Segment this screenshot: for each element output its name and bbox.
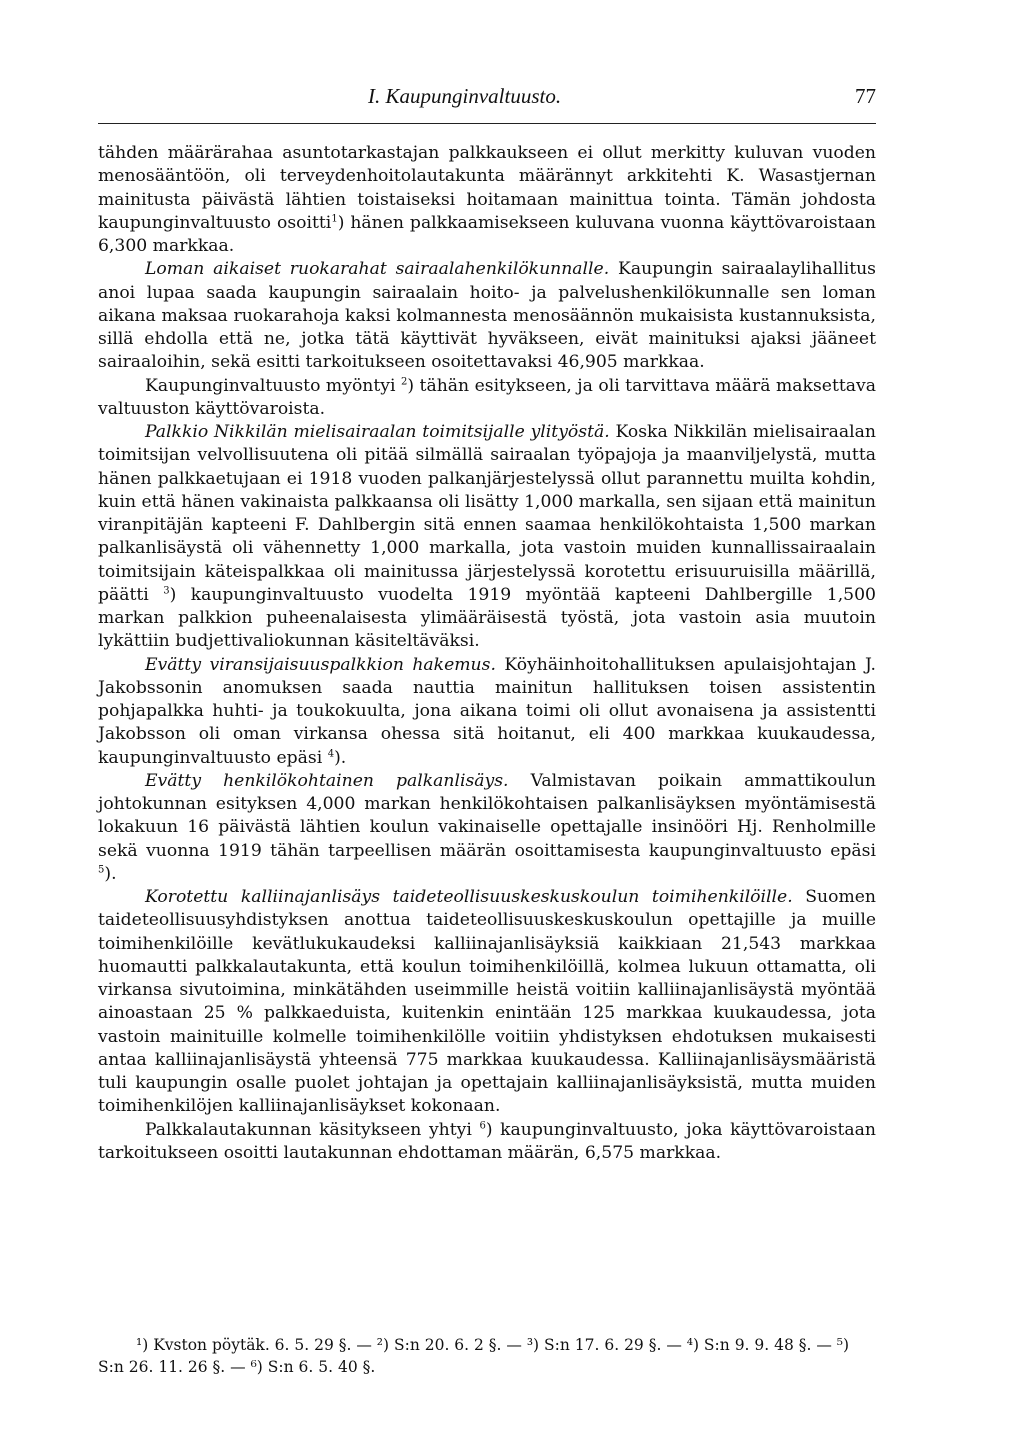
paragraph-7: Korotettu kalliinajanlisäys taideteollisuuskeskuskoulun toimihenkilöille. Suomen taideteollisuusyhdistyksen anottua taideteollisuuskeskuskoulun opettajille ja muille toimihenkilöille kevätlukukaudeksi kalliinajanlisäyksiä kaikkiaan 21,543 markkaa huomautti palkkalautakunta, että koulun toimihenkilöillä, kolmea lukuun ottamatta, oli virkansa sivutoimina, minkätähden useimmille heistä voitiin kalliinajanlisäystä myöntää ainoastaan 25 % palkkaeduista, kuitenkin enintään 125 markkaa kuukaudessa, jota vastoin mainituille kolmelle toimihenkilölle voitiin yhdistyksen ehdotuksen mukaisesti antaa kalliinajanlisäystä yhteensä 775 markkaa kuukaudessa. Kalliinajanlisäysmääristä tuli kaupungin osalle puolet johtajan ja opettajain kalliinajanlisäyksistä, mutta muiden toimihenkilöjen kalliinajanlisäykset kokonaan.	[98, 887, 876, 1117]
section-heading: Palkkio Nikkilän mielisairaalan toimitsijalle ylityöstä.	[145, 422, 610, 442]
running-title: I. Kaupunginvaltuusto.	[368, 84, 562, 108]
section-heading: Evätty viransijaisuuspalkkion hakemus.	[145, 654, 496, 675]
paragraph-3: Kaupunginvaltuusto myöntyi $^2$) tähän esitykseen, ja oli tarvittava määrä maksettava valtuuston käyttövaroista.	[98, 375, 876, 419]
section-heading: Korotettu kalliinajanlisäys taideteollisuuskeskuskoulun toimihenkilöille.	[145, 887, 793, 907]
page-number: 77	[855, 84, 876, 108]
paragraph-8: Palkkalautakunnan käsitykseen yhtyi $^6$) kaupunginvaltuusto, joka käyttövaroistaan tarkoitukseen osoitti lautakunnan ehdottaman määrän, 6,575 markkaa.	[98, 1119, 876, 1163]
section-heading: Evätty henkilökohtainen palkanlisäys.	[145, 770, 509, 791]
paragraph-2: Loman aikaiset ruokarahat sairaalahenkilökunnalle. Kaupungin sairaalaylihallitus anoi lupaa saada kaupungin sairaalain hoito- ja palvelushenkilökunnalle sen loman aikana maksaa ruokarahoja kaksi kolmannesta menosäännön mukaisista kustannuksista, sillä ehdolla että ne, jotka tätä käyttivät hyväkseen, eivät mainituksi ajaksi jääneet sairaaloihin, sekä esitti tarkoitukseen osoitettavaksi 46,905 markkaa.	[98, 259, 877, 373]
paragraph-5: Evätty viransijaisuuspalkkion hakemus. Köyhäinhoitohallituksen apulaisjohtajan J. Jakobssonin anomuksen saada nauttia mainitun hallituksen toisen assistentin pohjapalkka huhti- ja toukokuulta, jona aikana toimi oli ollut avonaisena ja assistentti Jakobsson oli oman virkansa ohessa sitä hoitanut, eli 400 markkaa kuukaudessa, kaupunginvaltuusto epäsi $^4$).	[98, 654, 876, 768]
page-header	[98, 84, 876, 114]
paragraph-4: Palkkio Nikkilän mielisairaalan toimitsijalle ylityöstä. Koska Nikkilän mielisairaalan toimitsijan velvollisuutena oli pitää silmällä sairaalan työpajoja ja maanviljelystä, mutta hänen palkkaetujaan ei 1918 vuoden palkanjärjestelyssä ollut parannettu muilta kohdin, kuin että hänen vakinaista palkkaansa oli lisätty 1,000 markalla, sen sijaan että mainitun viranpitäjän kapteeni F. Dahlbergin sitä ennen saamaa henkilökohtaista 1,500 markan palkanlisäystä oli vähennetty 1,000 markalla, jota vastoin muiden kunnallissairaalain toimitsijain käteispalkkaa oli mainitussa järjestelyssä korotettu erisuuruisilla määrillä, päätti $^3$) kaupunginvaltuusto vuodelta 1919 myöntää kapteeni Dahlbergille 1,500 markan palkkion puheenalaisesta ylimääräisestä työstä, jota vastoin asia muutoin lykättiin budjettivaliokunnan käsiteltäväksi.	[98, 422, 876, 652]
body-text	[98, 142, 876, 1165]
header-rule	[98, 123, 876, 124]
paragraph-6: Evätty henkilökohtainen palkanlisäys. Valmistavan poikain ammattikoulun johtokunnan esityksen 4,000 markan henkilökohtaisen palkanlisäyksen myöntämisestä lokakuun 16 päivästä lähtien koulun vakinaiselle opettajalle insinööri Hj. Renholmille sekä vuonna 1919 tähän tarpeellisen määrän osoittamisesta kaupunginvaltuusto epäsi $^5$).	[98, 770, 876, 884]
paragraph-1: tähden määrärahaa asuntotarkastajan palkkaukseen ei ollut merkitty kuluvan vuoden menosääntöön, oli terveydenhoitolautakunta määrännyt arkkitehti K. Wasastjernan mainitusta päivästä lähtien toistaiseksi hoitamaan mainittua tointa. Tämän johdosta kaupunginvaltuusto osoitti$^1$) hänen palkkaamisekseen kuluvana vuonna käyttövaroistaan 6,300 markkaa.	[98, 143, 876, 256]
document-page	[98, 84, 877, 1376]
footnotes: ¹) Kvston pöytäk. 6. 5. 29 §. — ²) S:n 20. 6. 2 §. — ³) S:n 17. 6. 29 §. — ⁴) S:n 9. 9. 48 §. — ⁵) S:n 26. 11. 26 §. — ⁶) S:n 6. 5. 40 §.	[98, 1336, 850, 1376]
section-heading: Loman aikaiset ruokarahat sairaalahenkilökunnalle.	[145, 259, 610, 280]
